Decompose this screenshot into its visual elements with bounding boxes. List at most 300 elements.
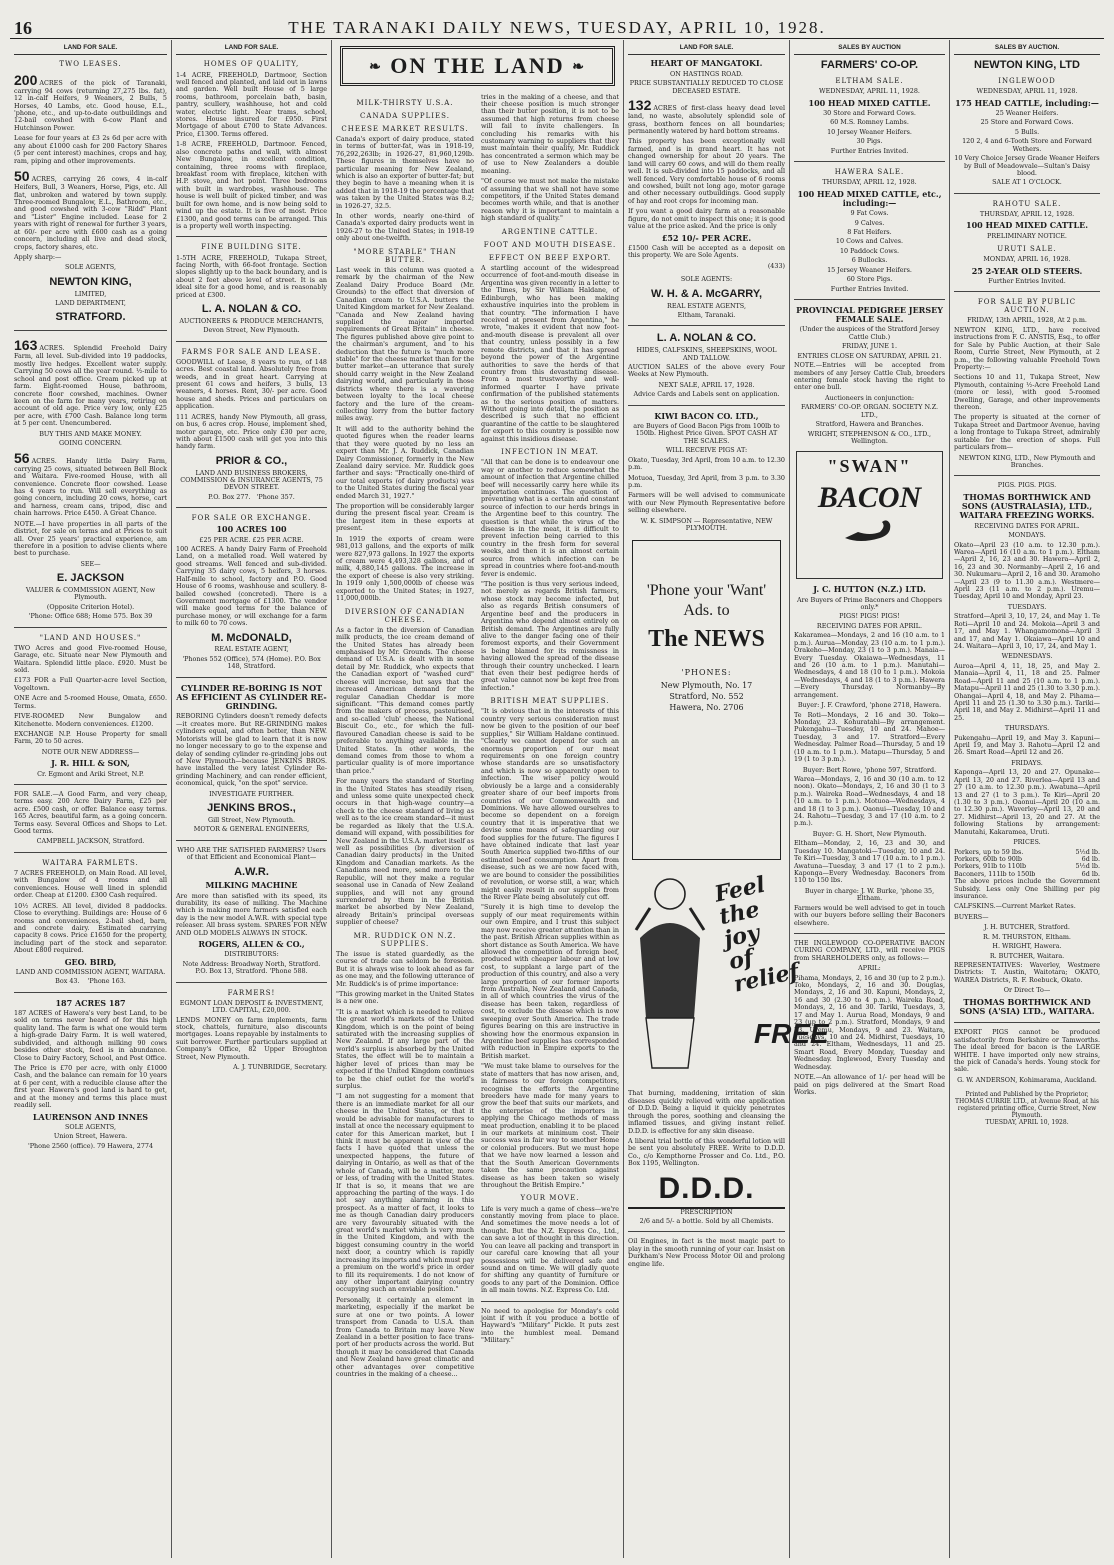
ad-text: PRESCRIPTION <box>680 1207 733 1216</box>
bacon-lettering: BACON <box>817 481 922 515</box>
ad-text: Devon Street, New Plymouth. <box>203 326 300 335</box>
ad-heading: MILKING MACHINE <box>205 880 298 891</box>
ad-50-acres <box>14 168 167 251</box>
ad-heading: TWO LEASES. <box>59 60 122 69</box>
ad-text: NEWTON KING, LTD., have received instructions from F. C. ANSTIS, Esq., to offer for Sale by Public Auction, at their Sale Room, Currie Street, New Plymouth, at 2 p.m., the following valuable Freehold Town Property:— <box>954 325 1100 371</box>
article-column-a <box>336 94 474 1382</box>
advertiser-town: STRATFORD. <box>55 311 126 324</box>
ad-number: 56 <box>14 449 30 466</box>
ad-text: Box 43. <box>55 977 80 986</box>
ad-text: Eltham, Taranaki. <box>677 311 736 320</box>
ad-text: Te Roti—Mondays, 2 16 and 30. Toko—Monday, 23. Kohuratahi—By arrangement. Pukengahu—Tuesday, 10 and 24. Mahoe—Tuesday, 3 and 17. Stratford—Every Wednesday. Palmer Road—Thursday, 5 and 19 (10 a.m. to 1 p.m.). Matapu—Thursday, 5 and 19 (1 to 3 p.m.). <box>794 710 945 764</box>
ad-text: BUYERS— <box>954 912 989 921</box>
divider <box>176 982 327 983</box>
list-item: 5 Bulls. <box>1014 127 1040 136</box>
ad-heading: HAWERA SALE. <box>834 168 905 177</box>
ad-text: DISTRIBUTORS: <box>224 950 279 959</box>
divider <box>14 330 167 331</box>
ad-text: 'Phone: Office 688; Home 575. Box 39 <box>28 612 153 621</box>
ad-text: Sections 10 and 11, Tukapa Street, New Plymouth, containing ½-Acre Freehold Land (more or less), with good 5-roomed Dwelling, Garage, and other improvements thereon. <box>954 373 1100 412</box>
ad-text: This property has been exceptionally well farmed, and is in grand heart. It has not changed ownership for about 20 years. The land will carry 60 cows, and will do them really well. It is sub-divided into 15 paddocks, and all well fenced. Very comfortable house of 6 rooms and cowshed, built not long ago, motor garage and other necessary outbuildings. Good supply of hay and root crops for incoming man. <box>628 137 785 205</box>
ad-text: Cr. Egmont and Ariki Street, N.P. <box>37 769 144 778</box>
masthead <box>10 14 1104 39</box>
advertiser-name: PRIOR & CO., <box>215 454 288 467</box>
divider <box>954 475 1100 476</box>
list-item: 25 Weaner Heifers. <box>995 108 1059 117</box>
ad-text: RECEIVING DATES FOR APRIL. <box>974 521 1080 530</box>
ad-56-acres <box>14 450 167 518</box>
ad-text: 111 ACRES, handy New Plymouth, all grass, on bus, 6 acres crop. House, implement shed, motor garage, etc. Price only £30 per acre, with about £1500 cash will get you into this handy farm. <box>176 412 327 451</box>
ad-heading: FINE BUILDING SITE. <box>201 243 302 252</box>
article-heading: FOOT AND MOUTH DISEASE. <box>483 240 617 249</box>
ad-text: REAL ESTATE AGENTS, <box>667 301 746 310</box>
ad-contact <box>176 494 327 501</box>
price-label: Porkers, up to 59 lbs. <box>954 847 1024 856</box>
day-heading: TUESDAYS. <box>1007 602 1047 611</box>
ad-heading: CYLINDER RE-BORING IS NOT AS EFFICIENT AS CYLINDER RE-GRINDING. <box>176 682 327 712</box>
ad-text: Auctioneers in conjunction: <box>824 393 915 402</box>
ad-heading: 100 HEAD MIXED CATTLE. <box>808 97 931 108</box>
article-paragraph: Last week in this column was quoted a remark by the chairman of the New Zealand Dairy Produce Board (Mr. Grounds) to the effect that diversion of Canadian cream to U.S.A. butters the United Kingdom market for New Zealand. "Canada and New Zealand having supplied the major imported requirements of Great Britain" in cheese. The figures published above give point to the chairman's argument, and to his deduction that the future is "much more stable" for the cheese market than for the butter market—an utterance that surely should carry weight in the New Zealand dairying world, and particularly in those districts where there is a wavering between loyalty to the local cheese factory and the lure of the cream-collecting lorry from the butter factory miles away. <box>336 265 474 423</box>
ad-text: THURSDAY, APRIL 12, 1928. <box>822 178 917 187</box>
list-item: 25 Store and Forward Cows. <box>980 118 1074 127</box>
list-item: 30 Pigs. <box>856 137 883 146</box>
ad-text: £25 PER ACRE. £25 PER ACRE. <box>199 535 304 544</box>
article-paragraph: tries in the making of a cheese, and that their cheese position is much stronger than their butter position, it is not to be assumed that high returns from cheese will fail to invite challengers. In concluding his remarks with his customary warning to suppliers that they must maintain their quality, Mr. Ruddick has concentrated a sermon which may be of use to New Zealanders a double meaning. <box>481 92 619 175</box>
ad-text: 100 ACRES. A handy Dairy Farm of Freehold Land, on a metalled road. Well watered by good streams. Well fenced and sub-divided. Carrying 35 dairy cows, 5 heifers, 3 horses. Half-mile to school, factory and P.O. Good House of 6 rooms, washhouse and scullery. 8-bailed cowshed (concreted). There is a Government mortgage of £1300. The vendor will make good terms for the balance of purchase money, or will exchange for a farm to milk 60 to 70 cows. <box>176 545 327 628</box>
advertiser-name: THOMAS BORTHWICK AND SONS (AUSTRALASIA), LTD., WAITARA FREEZING WORKS. <box>959 491 1095 521</box>
divider <box>794 161 945 162</box>
ad-signature: A. J. TUNBRIDGE, Secretary. <box>233 1063 327 1072</box>
ddd-free: FREE <box>754 1018 829 1050</box>
ad-text: ON HASTINGS ROAD. <box>670 69 743 78</box>
ad-text: REBORING Cylinders doesn't remedy defects—it creates more. But RE-GRINDING makes cylinders equal, and often better, than NEW. Motorists will be glad to learn that it is now no longer necessary to go to the expense and delay of sending cylinder re-grinding jobs out of New Plymouth—because JENKINS BROS. have installed the very latest Cylinder Re-grinding Machinery, and can render efficient, economical, quick, "on the spot" service. <box>176 712 327 788</box>
ad-text: Stratford, Hawera and Branches. <box>815 420 924 429</box>
ad-text: PRICE SUBSTANTIALLY REDUCED TO CLOSE DECEASED ESTATE. <box>629 79 784 95</box>
ad-text: G. W. ANDERSON, Kohimarama, Auckland. <box>957 1075 1097 1084</box>
advertiser-name: M. McDONALD, <box>211 631 292 644</box>
ad-heading: FOR SALE BY PUBLIC AUCTION. <box>977 298 1077 315</box>
advertiser-name: J. R. HILL & SON, <box>51 758 130 769</box>
ad-text: EXCHANGE N.P. House Property for small Farm, 20 to 50 acres. <box>14 729 167 746</box>
ad-text: NEWTON KING, LTD., New Plymouth and Branches. <box>958 453 1096 470</box>
ad-text: Further Entries Invited. <box>830 146 909 155</box>
ad-text: Are Buyers of Prime Baconers and Choppers only.* <box>797 595 942 612</box>
swan-bacon-advert <box>796 451 943 579</box>
section-header: SALES BY AUCTION. <box>954 40 1100 55</box>
advertiser-name: E. JACKSON <box>56 572 125 585</box>
ad-text: Note Address: Broadway North, Stratford. P.O. Box 13, Stratford. 'Phone 588. <box>182 959 321 976</box>
ad-text: INVESTIGATE FURTHER. <box>209 789 294 798</box>
ad-text: Farmers would be well advised to get in touch with our buyers before selling their Baconers elsewhere. <box>794 903 945 927</box>
column-sales-by-auction-2 <box>950 40 1104 1558</box>
ad-200-acres <box>14 72 167 133</box>
article-heading: CANADA SUPPLIES. <box>360 111 450 120</box>
ad-text: The Price is £70 per acre, with only £1000 Cash, and the balance can remain for 10 years at 6 per cent, with a reducible clause after the first year. Hawera's good land is hard to get, and at the money and terms this place must readily sell. <box>14 1063 167 1110</box>
day-heading: WEDNESDAYS. <box>1001 652 1053 661</box>
ad-heading: HEART OF MANGATOKI. <box>650 58 763 69</box>
section-header: LAND FOR SALE. <box>176 40 327 55</box>
phone-ad-text: 'Phone your 'Want' Ads. to <box>646 582 767 619</box>
ad-text: 1-4 ACRE, FREEHOLD, Dartmoor, Section well fenced and planted, and laid out in lawns and garden. Well built House of 5 large rooms, bathroom, porcelain bath, basin, pantry, scullery, washhouse, hot and cold water, electric light. Near trams, school, stores. House insured for £950. First Mortgage of about £700 to State Advances. Price, £1300. Terms offered. <box>176 70 327 138</box>
divider <box>954 193 1100 194</box>
article-paragraph: "This growing market in the United States is a new one. <box>336 989 474 1006</box>
ad-heading: FARMS FOR SALE AND LEASE. <box>181 347 322 356</box>
advertiser-name: J. C. HUTTON (N.Z.) LTD. <box>813 584 926 595</box>
ad-text: WILL RECEIVE PIGS AT: <box>665 446 748 455</box>
list-item: 9 Fat Cows. <box>850 209 889 218</box>
ad-text: Buyer: Bert Rowe, 'phone 597, Stratford. <box>802 765 937 774</box>
ad-heading: PROVINCIAL PEDIGREE JERSEY FEMALE SALE. <box>796 304 943 325</box>
ad-text: NOTE.—I have properties in all parts of the district, for sale on terms and at Prices to suit all. Over 25 years' practical experience, am therefore in a position to advise clients where best to purchase. <box>14 519 167 558</box>
list-item: 10 Paddock Cows. <box>839 246 900 255</box>
ad-text: Warea—Mondays, 2, 16 and 30 (10 a.m. to 12 noon). Okato—Mondays, 2, 16 and 30 (1 to 3 p.m.). Waireka Road—Wednesdays, 4 and 18 (10 a.m. to 1 p.m.). Motuoa—Wednesdays, 4 and 18 (1 to 3 p.m.). Oaonui—Tuesday, 10 and 24. Rahotu—Tuesday, 3 and 17 (10 a.m. to 2 p.m.). <box>794 774 945 828</box>
ad-text: NOTE.—Entries will be accepted from members of any Jersey Cattle Club, breeders entering female stock having the right to enter one bull. <box>794 361 945 392</box>
list-item: 9 Calves. <box>854 218 885 227</box>
stock-list <box>954 110 1100 177</box>
ad-text: Farmers will be well advised to communicate with our New Plymouth Representative before selling elsewhere. <box>628 491 785 515</box>
article-paragraph: In 1919 the exports of cream were 981,013 gallons, and the exports of milk were 827,973 gallons. In 1927 the exports of cream were 4,493,328 gallons, and of milk, 4,880,145 gallons. The increase in the export of cheese is also very striking. In 1919 only 1,500,000lb of cheese was exported to the United States; in 1927, 11,000,000lb. <box>336 534 474 603</box>
ad-text: WRIGHT, STEPHENSON & CO., LTD., Wellington. <box>807 429 932 445</box>
ad-text: Oil Engines, in fact is the most magic part to play in the smooth running of your car. Insist on Durkham's New Process Motor Oil and prolong engine life. <box>628 1237 785 1268</box>
price-label: Baconers, 111lb to 150lb <box>954 869 1036 878</box>
ad-text: BUY THIS AND MAKE MONEY. <box>39 429 142 438</box>
divider <box>14 992 167 993</box>
ad-text: THURSDAY, APRIL 12, 1928. <box>979 209 1075 218</box>
ad-text: WEDNESDAY, APRIL 11, 1928. <box>819 87 920 96</box>
advertiser-name: FARMERS' CO-OP. <box>820 59 919 72</box>
ad-text: PIGS! PIGS! PIGS! <box>839 612 900 621</box>
ad-text: Gill Street, New Plymouth. <box>207 815 296 824</box>
ad-text: GOODWILL of Lease, 8 years to run, of 148 acres. Best coastal land. Absolutely free from weeds, and in great heart. Carrying at present 61 cows and heifers, 3 bulls, 13 weaners, 4 horses. Rent, 30/- per acre. Good house and sheds. Prices and particulars on application. <box>176 357 327 411</box>
divider <box>628 1231 785 1232</box>
ad-reference: (433) <box>767 261 785 270</box>
advertiser-name: JENKINS BROS., <box>207 802 296 815</box>
advertiser-name: THOMAS BORTHWICK AND SONS (A'SIA) LTD., WAITARA. <box>959 996 1095 1016</box>
ad-text: FARMERS' CO-OP. ORGAN. SOCIETY N.Z. LTD., <box>800 403 939 419</box>
ad-163-acres <box>14 337 167 427</box>
ad-text: APRIL: <box>858 964 881 973</box>
ad-text: CALFSKINS.—Current Market Rates. <box>954 902 1076 911</box>
ddd-logo: D.D.D. <box>628 1172 785 1209</box>
ad-text: RECEIVING DATES FOR APRIL. <box>816 621 923 630</box>
article-paragraph: "We must take blame to ourselves for the state of matters that has now arisen, and, in fairness to our foreign competitors, recognise the efforts the Argentine breeders have made for many years to grow the beef that suits our markets, and the enterprise of the importers in applying the Chicago methods of mass meat production, enabling it to be placed in our markets at minimum cost. Their success was in fair way to smother Home or colonial producers. But we must hope that we have now learned a lesson and that the South American Governments taken the same precaution against disease as has been taken so wisely throughout the British Empire." <box>481 1062 619 1190</box>
article-paragraph: "All that can be done is to endeavour one way or another to reduce somewhat the amount of infection that Argentine chilled beef will necessarily carry here while its importation continues. The question of preventing what is a certain and constant source of infection to our herds brings in the Argentine beef to this country. The question is that while the virus of the disease is in the meat, it is difficult to prevent infection being carried to this country in the fresh form for several weeks, and then it is an almost certain source from which infection can be spread in countries where foot-and-mouth fever is endemic. <box>481 458 619 578</box>
ad-text: 'Phones 552 (Office), 574 (Home). P.O. Box 148, Stratford. <box>182 654 321 671</box>
newspaper-title: THE TARANAKI DAILY NEWS, TUESDAY, APRIL 10, 1928. <box>288 18 826 37</box>
advertiser-name: ROGERS, ALLEN & CO., <box>198 939 305 950</box>
ad-heading: HOMES OF QUALITY, <box>203 60 300 69</box>
ad-text: Apply sharp:— <box>14 253 62 262</box>
ad-text: ENTRIES CLOSE ON SATURDAY, APRIL 21. <box>797 351 942 360</box>
divider <box>14 627 167 628</box>
ad-heading: RAHOTU SALE. <box>992 199 1062 208</box>
price-label: Porkers, 91lb to 110lb <box>954 862 1027 871</box>
advertiser-name: W. H. & A. McGARRY, <box>650 287 763 300</box>
stock-list <box>794 110 945 146</box>
ad-text: ACRES, carrying 26 cows, 4 in-calf Heifers, Bull, 3 Weaners, Horse, Pigs, etc. All flat, unbroken and watered by town supply. Three-roomed Bungalow, E.L., Bathroom, etc., and good cowshed with 3-cow "Ridd" Plant and "Lister" Engine included. Lease for 2 years with right of renewal for further 3 years, at 60/- per acre with £600 cash as a going concern, including all live and dead stock, crops, factory shares, etc. <box>14 174 167 251</box>
ad-text: WHO ARE THE SATISFIED FARMERS? Users of that Efficient and Economical Plant— <box>177 845 326 862</box>
article-paragraph: Canada's export of dairy produce, stated in terms of butter-fat, was in 1918-19, 76,292,263lb; in 1926-27, 81,960,129lb. These figures in themselves have no particular meaning for New Zealand, which is also an exporter of butter-fat; but they begin to have a meaning when it is added that in 1918-19 the percentage that was taken by the United States was 8.2; in 1926-27, 32.5. <box>336 134 475 210</box>
printer-imprint <box>954 1092 1100 1127</box>
list-item: 8 Fat Heifers. <box>847 227 892 236</box>
divider <box>794 933 945 934</box>
ad-text: FOR SALE.—A Good Farm, and very cheap, terms easy. 200 Acre Dairy Farm, £25 per acre. £500 cash, or offer. Balance easy terms. 165 Acres, beautiful farm, as a going concern. Terms easy. Several Offices and Shops to Let. Good terms. <box>14 789 167 836</box>
ad-text: NOTE OUR NEW ADDRESS— <box>41 747 140 756</box>
list-item: 10 Cows and Calves. <box>835 237 904 246</box>
article-paragraph: Personally, it certainly an element in marketing, especially if the market be sure at one or two points. A lower transport from Canada to U.S.A. than from Canada to Britain may leave New Zealand in a better position to face trans-port of her products across the world. But though it may be considered that Canada and New Zealand have great climatic and other advantages over competitive countries in the making of a cheese... <box>336 1295 474 1379</box>
ad-text: 1-8 ACRE, FREEHOLD, Dartmoor. Fenced, also concrete paths and wall, with almost New Bungalow, in excellent condition, containing, three rooms with fireplace, breakfast room with fireplace, kitchen with H.P. stove, and hot point. Three bedrooms with built in wardrobes, washhouse. The house is well built of picked timber, and was built for own home, and is now being sold to wind up the estate. It is five of most. Price £1300, and good terms can be arranged. This is a property well worth inspecting. <box>176 140 327 230</box>
ad-number: 200 <box>14 71 38 88</box>
imprint-date: TUESDAY, APRIL 10, 1928. <box>985 1119 1069 1126</box>
ad-text: NEXT SALE, APRIL 17, 1928. <box>658 380 755 389</box>
ad-text: Kaponga—April 13, 20 and 27. Opunake—April 13, 20 and 27. Riverlea—April 13 and 27 (10 a.m. to 12.30 p.m.). Awatuna—April 13 and 27 (1 to 3 p.m.). Te Kiri—April 20 (1.30 to 3 p.m.). Oaonui—April 20 (10 a.m. to 12.30 p.m.). Waverley—April 13, 20 and 27. Midhirst—April 13, 20 and 27. At the following Stations by arrangement: Manutahi, Kakaramea, Uruti. <box>954 768 1100 836</box>
article-heading: CHEESE MARKET RESULTS. <box>341 124 469 133</box>
price-label: Porkers, 60lb to 90lb <box>954 854 1023 863</box>
ad-heading: FOR SALE OR EXCHANGE. <box>191 514 312 523</box>
ad-text: Okato, Tuesday, 3rd April, from 10 a.m. to 12.30 p.m. <box>628 455 785 472</box>
ad-text: Buyer in charge: J. W. Burke, 'phone 35, Eltham. <box>804 886 935 903</box>
ad-text: P.O. Box 277. <box>208 492 251 501</box>
ad-text: 7 ACRES FREEHOLD, on Main Road. All level, with Bungalow of 4 rooms and all conveniences. House well lined in splendid order. Cheap at £1200. £300 Cash required. <box>14 869 167 900</box>
ad-text: REAL ESTATE AGENT, <box>214 645 289 654</box>
ad-heading: WAITARA FARMLETS. <box>42 858 139 867</box>
column-land-for-sale-1 <box>10 40 172 1558</box>
ad-number: 163 <box>14 337 38 354</box>
prices-heading: PRICES. <box>1013 838 1041 847</box>
list-item: 60 Store Pigs. <box>846 275 893 284</box>
article-heading: "MORE STABLE" THAN BUTTER. <box>353 247 457 264</box>
ad-text: ACRES of first-class heavy dead level land, no waste, absolutely splendid sole of grass, boxthorn fences on all boundaries; permanently watered by hard bottom streams. <box>628 103 785 136</box>
ad-text: 'Phone 163. <box>87 977 126 986</box>
article-heading: EFFECT ON BEEF EXPORT. <box>488 253 612 262</box>
phone-ad-label: 'PHONES: <box>681 667 732 677</box>
fleuron-icon: ❧ <box>369 59 383 75</box>
ad-text: LAND DEPARTMENT, <box>55 299 126 308</box>
ad-text: GOING CONCERN. <box>59 439 122 448</box>
phone-ad-title: The NEWS <box>648 625 765 652</box>
feature-title: ON THE LAND <box>390 53 565 78</box>
advertiser-name: NEWTON KING, <box>49 275 132 288</box>
ad-contact <box>14 978 167 985</box>
ad-heading: URUTI SALE. <box>997 244 1057 253</box>
article-heading: BRITISH MEAT SUPPLIES. <box>490 697 610 706</box>
divider <box>794 299 945 300</box>
fleuron-icon: ❧ <box>572 59 586 75</box>
divider <box>176 236 327 237</box>
ddd-advert <box>630 868 829 1084</box>
divider <box>954 291 1100 292</box>
ad-text: (Under the auspices of the Stratford Jersey Cattle Club.) <box>799 325 940 341</box>
list-item: 10 Very Choice Jersey Grade Weaner Heifers by Bull of Meadowvale—Sultan's Daisy blood. <box>954 154 1100 177</box>
list-item: 60 M.S. Romney Lambs. <box>830 118 909 127</box>
bather-figure-icon <box>630 868 710 1078</box>
ad-price: £52 10/- PER ACRE. <box>661 232 752 243</box>
stock-list <box>794 210 945 283</box>
list-item: 10 Jersey Weaner Heifers. <box>827 127 912 136</box>
ad-text: SOLE AGENTS: <box>680 275 733 284</box>
ad-text: TWO Acres and good Five-roomed House, Garage, etc. Situate near New Plymouth and Waitara. Splendid little place. £920. Must be sold. <box>14 643 167 675</box>
ad-text: ACRES of the pick of Taranaki, carrying 94 cows (returning 27,275 lbs. fat), 12 in-calf Heifers, 9 Weaners, 2 Bulls, 5 Horses, 40 Lambs, etc. Good house, E.L., 'phone, etc., and up-to-date outbuildings and 12-bail cowshed with 6-cow Plant and Hutchinson Power. <box>14 78 167 132</box>
ad-text: Buyer: J. F. Crawford, 'phone 2718, Hawera. <box>797 701 942 710</box>
price-value: 6d lb. <box>1081 854 1100 863</box>
section-header: LAND FOR SALE. <box>628 40 785 55</box>
ad-text: ACRES. Splendid Freehold Dairy Farm, all level. Sub-divided into 19 paddocks, mostly live hedges. Excellent water supply. Carrying 50 cows all the year round. ½-mile to school and post office. Cream picked up at farm. Eight-roomed House, bathroom, concrete floor cowshed, machines. Owner keen on the farm for many years, retiring on account of old age. Price very low, only £25 per acre, with £700 Cash. Balance long term at 5 per cent. Unencumbered. <box>14 344 167 428</box>
ad-heading: 100 ACRES 100 <box>216 524 287 535</box>
ad-132-acres <box>628 97 785 136</box>
ad-text: ACRES. Handy little Dairy Farm, carrying 25 cows, situated between Bell Block and Waitara. Five-roomed House, with all convenience. Concrete floor cowshed. Lease has 4 years to run. Will sell everything as going concern, including 20 cows, horse, cart and harness, cream cans, tripod, disc and chain harrows. Price £450. A Great Chance. <box>14 456 167 518</box>
price-value: 5½d lb. <box>1075 847 1100 856</box>
advertiser-name: LAURENSON AND INNES <box>32 1111 149 1122</box>
ad-text: SOLE AGENTS, <box>65 1122 116 1131</box>
ad-text: SEE— <box>80 559 101 568</box>
divider <box>628 405 785 406</box>
list-item: H. WRIGHT, Hawera. <box>992 942 1062 951</box>
swan-icon <box>840 516 900 546</box>
list-item: 15 Jersey Weaner Heifers. <box>827 265 912 274</box>
divider <box>176 341 327 342</box>
ad-text: Advice Cards and Labels sent on application. <box>633 390 780 399</box>
article-paragraph: No need to apologise for Monday's cold joint if with it you produce a bottle of Hayward's "Military" Pickle. It puts zest into the humblest meal. Demand "Military." <box>481 1306 619 1345</box>
ad-text: HIDES, CALFSKINS, SHEEPSKINS, WOOL AND TALLOW. <box>636 346 777 362</box>
ad-heading: 25 2-YEAR OLD STEERS. <box>971 265 1083 276</box>
column-land-for-sale-3 <box>624 40 829 1558</box>
ad-text: Kakaramea—Mondays, 2 and 16 (10 a.m. to 1 p.m.). Aurua—Monday, 23 (10 a.m. to 1 p.m.). Orakeho—Monday, 23 (1 to 3 p.m.). Manaia—Every Tuesday. Okaiawa—Wednesdays, 11 and 26 (10 a.m. to 1 p.m.). Manutahi—Wednesdays, 4 and 18 (10 to 1 p.m.). Mokoia—Wednesdays, 4 and 18 (1 to 3 p.m.). Hawera—Every Thursday. Normanby—By arrangement. <box>794 631 945 699</box>
article-paragraph: It will add to the authority behind the quoted figures when the reader learns that they were quoted by no less an expert than Mr. J. A. Ruddick, Canadian Dairy Commissioner, formerly in the New Zealand dairy service. Mr. Ruddick goes farther and says: "Practically one-third of our total exports (of dairy products) was to the United States during the fiscal year ended March 31, 1927." <box>336 424 474 500</box>
advertiser-name: GEO. BIRD, <box>64 956 117 967</box>
article-paragraph: The issue is stated guardedly, as the course of trade can seldom be foreseen. But it is always wise to look ahead as far as one may, and the following utterance of Mr. Ruddick's is of prime importance: <box>336 949 474 988</box>
ad-heading: 100 HEAD MIXED CATTLE, etc., including:— <box>797 188 942 208</box>
ad-text: 'Phone 2560 (office). 79 Hawera, 2774 <box>27 1141 154 1150</box>
ad-text: Stratford—April 3, 10, 17, 24, and May 1. Te Roti—April 10 and 24. Mokoia—April 3 and 17, and May 1. Whangamomona—April 3 and 17, and May 1. Okaiawa—April 10 and 24. Waitara—April 3, 10, 17, 24, and May 1. <box>954 612 1100 650</box>
list-item: J. H. BUTCHER, Stratford. <box>984 923 1070 932</box>
ad-text: LAND AND COMMISSION AGENT, WAITARA. <box>15 967 166 976</box>
article-columns <box>336 94 619 1382</box>
imprint-text: Printed and Published by the Proprietor, THOMAS CURRIE LTD., at Avenue Road, at his registered printing office, Currie Street, New Plymouth. <box>954 1091 1100 1120</box>
ad-text: AUCTIONEERS & PRODUCE MERCHANTS, <box>179 316 324 325</box>
list-item: R. BUTCHER, Waitara. <box>989 951 1065 960</box>
ad-text: Auroa—April 4, 11, 18, 25, and May 2. Manaia—April 4, 11, 18 and 25. Palmer Road—April 11 and 25 (10 a.m. to 1 p.m.). Matapu—April 11 and 25 (1.30 to 3.30 p.m.). Ohangai—April 4, 18, and May 2. Pihama—April 11 and 25 (1.30 to 3.30 p.m.). Tariki—April 18, and May 2. Midhirst—April 11 and 25. <box>954 661 1100 722</box>
ad-heading: "LAND AND HOUSES." <box>39 633 142 642</box>
ad-text: VALUER & COMMISSION AGENT, New Plymouth. <box>25 585 156 602</box>
divider <box>176 507 327 508</box>
divider <box>14 784 167 785</box>
ad-text: Or Direct To— <box>1003 986 1051 995</box>
phone-number: Stratford, No. 552 <box>669 692 744 702</box>
divider <box>176 840 327 841</box>
article-heading: MILK-THIRSTY U.S.A. <box>356 98 454 107</box>
ad-text: LAND AND BUSINESS BROKERS, COMMISSION & INSURANCE AGENTS, 75 DEVON STREET. <box>180 468 323 492</box>
advertiser-name: L. A. NOLAN & CO. <box>656 332 757 345</box>
article-paragraph: A startling account of the widespread occurrence of foot-and-mouth disease in Argentina was given recently in a letter to the Times, by Sir William Haldane, of Edinburgh, who has been making exhaustive inquiries into the problem in that country. "The information I have received at present from Argentina," he wrote, "makes it evident that now foot-and-mouth disease is prevalent all over that country, unless possibly in a few remote districts, and that it has spread beyond the power of the Argentine authorities to save the herds of that country from this devastating disease. From a most trustworthy and well-informed quarter I have private confirmation of the published statements as to the serious position of matters. Without going into detail, the position as described is such that no efficient quarantine of the cattle to be slaughtered for export to this country is possible now against this insidious disease. <box>481 264 619 443</box>
ad-text: A liberal trial bottle of this wonderful lotion will be sent you absolutely FREE. Write to D.D.D. Co., c/o Kempthorne Prosser and Co. Ltd., P.O. Box 1195, Wellington. <box>628 1137 785 1168</box>
buyer-list <box>954 924 1100 960</box>
ad-text: LIMITED, <box>74 289 107 298</box>
ad-text: Are more than satisfied with its speed, its durability, its ease of milking. The Machine which is making more farmers satisfied each day is the new model A.W.R. with special type releaser. All brass system. SPARES FOR NEW AND OLD MODELS ALWAYS IN STOCK. <box>176 891 327 937</box>
list-item: 120 2, 4 and 6-Tooth Store and Forward Wethers. <box>962 137 1092 153</box>
ad-text: EGMONT LOAN DEPOSIT & INVESTMENT, LTD. CAPITAL, £20,000. <box>179 998 324 1015</box>
ad-text: MONDAY, APRIL 16, 1928. <box>983 255 1071 264</box>
phone-number: Hawera, No. 2706 <box>669 703 744 713</box>
phone-number: New Plymouth, No. 17 <box>660 680 753 690</box>
ad-text: Buyer: G. H. Short, New Plymouth. <box>812 829 927 838</box>
page-number: 16 <box>14 18 32 38</box>
article-paragraph: "It is obvious that in the interests of this country very serious consideration must now be given to the position of our beef supplies," Sir William Haldane continued. "Clearly we cannot depend for such an enormous proportion of our meat requirements on one foreign country whose standards are so unsatisfactory and which is now so apparently open to infection. The wiser policy would obviously be a large and a considerably greater share of our beef imports from countries of our Commonwealth and Dominions. We have allowed ourselves to become so dependent on a foreign country that it is imperative that we devise some means of safeguarding our food supplies for the future. The figures I have obtained indicate that last year South America supplied two-fifths of our estimated beef consumption. Apart from disease, such as we are now faced with, we are bound to consider the possibilities of revolution, or worse still, a war, which might easily result in our supplies from the River Plate being absolutely cut off. <box>481 707 619 901</box>
article-heading: ARGENTINE CATTLE. <box>501 227 599 236</box>
ad-text: MOTOR & GENERAL ENGINEERS, <box>193 825 310 834</box>
ad-text: 2/6 and 5/- a bottle. Sold by all Chemists. <box>639 1216 774 1225</box>
ad-text: PRELIMINARY NOTICE. <box>987 231 1067 240</box>
price-table <box>954 849 1100 879</box>
divider <box>14 852 167 853</box>
ad-heading: 100 HEAD MIXED CATTLE. <box>966 220 1088 231</box>
ad-text: FRIDAY, JUNE 1. <box>841 342 898 351</box>
article-paragraph: Life is very much a game of chess—we're constantly moving from place to place. And sometimes the move needs a lot of thought. But the N.Z. Express Co., Ltd., can save a lot of thought in this direction. You can leave all packing and transport in our careful care knowing that all your possessions will be delivered safe and sound and on time. We will gladly quote for shifting any quantity of furniture or goods to any part of the Dominion. Office in all main towns. N.Z. Express Co. Ltd. <box>481 1204 619 1295</box>
divider <box>628 325 785 326</box>
phone-want-ads-box <box>632 540 781 860</box>
ad-text: (Opposite Criterion Hotel). <box>46 602 135 611</box>
section-header: LAND FOR SALE. <box>14 40 167 55</box>
price-value: 5½d lb. <box>1075 862 1100 871</box>
swan-logo: "SWAN" <box>827 456 912 477</box>
ad-text: are Buyers of Good Bacon Pigs from 100lb to 150lb. Highest Price Given. SPOT CASH AT THE SCALES. <box>633 422 780 445</box>
advertiser-name: L. A. NOLAN & CO. <box>201 303 302 316</box>
ad-text: £173 FOR a Full Quarter-acre level Section, Vogeltown. <box>14 676 167 692</box>
ad-text: 187 ACRES of Hawera's very best Land, to be sold on terms never heard of for this high quality land. The farm is what one would term a high-grade Dairy Farm. It is well watered, subdivided, and although milking 90 cows besides other stock, feed is in abundance. Close to Dairy Factory, School, and Post Office. <box>14 1009 167 1062</box>
ad-text: 10½ ACRES. All level, divided 8 paddocks. Close to everything. Buildings are: House of 6 rooms and conveniences, 2-bail shed, barn, and concrete dairy. Estimated carrying capacity 8 cows. Price £1650 for the property, including part of the stock and separator. About £800 required. <box>14 901 167 955</box>
ad-number: 50 <box>14 167 30 184</box>
article-paragraph: As a factor in the diversion of Canadian milk products, the ice cream demand of the United States has already been emphasised by Mr. Grounds. The cheese demand of U.S.A. is dealt with in some detail by Mr. Ruddick, who expects that the Canadian export of "washed curd" cheese will increase, but says that the increased American demand for the regular Canadian Cheddar is more significant. "This demand comes partly from the makers of process, pasteurised, and so-called 'club' cheese, the National Biscuit Co., etc., for which the full-flavoured Canadian cheese is said to be preferable to anything available in the United States. In other words, the demand comes from those to whom a particular quality is of more importance than price." <box>336 625 474 775</box>
ad-text: Pukengahu—April 19, and May 3. Kapuni—April 19, and May 3. Rahotu—April 12 and 26. Smart Road—April 12 and 26. <box>954 733 1100 757</box>
section-header: SALES BY AUCTION <box>794 40 945 55</box>
ad-text: Further Entries Invited. <box>988 276 1066 285</box>
ad-text: £1500 Cash will be accepted as a deposit on this property. We are Sole Agents. <box>628 243 785 260</box>
ad-text: PIGS. PIGS. PIGS. <box>997 481 1057 490</box>
article-paragraph: The proportion will be considerably larger during the present fiscal year. Cream is the largest item in these exports at present. <box>336 502 474 533</box>
article-heading: MR. RUDDICK ON N.Z. SUPPLIES. <box>353 931 457 948</box>
ad-heading: INGLEWOOD <box>998 77 1056 86</box>
day-heading: FRIDAYS. <box>1011 758 1043 767</box>
article-heading: DIVERSION OF CANADIAN CHEESE. <box>344 607 466 624</box>
column-on-the-land <box>332 40 624 1558</box>
ad-text: W. K. SIMPSON — Representative, NEW PLYMOUTH. <box>640 516 773 533</box>
advertiser-name: A.W.R. <box>234 865 269 878</box>
ad-text: Eltham—Monday, 2, 16, 23 and 30, and Tuesday 10. Mangatoki—Tuesday, 10 and 24. Te Kiri—Tuesday, 3 and 17 (10 a.m. to 1 p.m.). Awatuna—Tuesday, 3 and 17 (1 to 2 p.m.). Kaponga—Every Wednesday. Baconers from 110 to 150 lbs. <box>794 839 945 885</box>
article-paragraph: "The position is thus very serious indeed, not merely as regards British farmers, whose stock may become infected, but also as regards British consumers of Argentine beef and the producers in Argentina who depend almost entirely on British demand. The Argentines are fully alive to the danger facing one of their foremost exports, and their Government is being blamed for its remissness in having allowed the spread of the disease through their country unchecked. I learn that even their best pedigree herds of great value cannot now be kept free from infection." <box>481 580 619 692</box>
ad-text: The property is situated at the corner of Tukapa Street and Dartmoor Avenue, having a long frontage to Tukapa Street, admirably suitable for the erection of shops. Full particulars from— <box>954 413 1100 452</box>
article-heading: YOUR MOVE. <box>520 1194 580 1203</box>
ad-heading: 187 ACRES 187 <box>55 997 126 1008</box>
on-the-land-banner <box>340 46 615 86</box>
ad-number: 132 <box>628 96 652 113</box>
article-paragraph: "Surely it is high time to develop the supply of our meat requirements within our own Empire, and I trust this subject may now receive greater attention than in the past. British African supplies within as short distance as South America. We have allowed the competition of foreign beef, produced with cheaper labour and at low cost, to supplant a large part of the production of this country, and also a very large proportion of our former imports from Australia, New Zealand and Canada, in all of which countries the virus of the disease has been taken, regardless of cost, to exclude the disease which is now sweeping over South America. The trade figures bearing on this are instructive in showing how the enormous expansion in Argentine beef supplies has corresponded with reduction in Empire exports to the British market. <box>481 903 619 1060</box>
ad-text: REPRESENTATIVES: Waverley, Westmere Districts: T. Austin, Waitotara; OKATO, WAREA Districts, R. F. Roebuck, Okato. <box>954 961 1100 984</box>
ad-heading: ELTHAM SALE. <box>835 77 904 86</box>
ad-text: CAMPBELL JACKSON, Stratford. <box>36 837 145 846</box>
ad-text: EXPORT PIGS cannot be produced satisfactorily from Berkshire or Tamworths. The ideal breed for bacon is the LARGE WHITE. I have imported only new strains, the pick of Canada's herds. Young stock for sale. <box>954 1028 1100 1074</box>
day-heading: MONDAYS. <box>1008 531 1046 540</box>
ad-text: 1-5TH ACRE, FREEHOLD, Tukapa Street, facing North, with 66-foot frontage. Section slopes slightly up to the back boundary, and is about 2 feet above level of street. It is an ideal site for a good home, and is reasonably priced at £300. <box>176 253 327 299</box>
divider <box>176 677 327 678</box>
list-item: 30 Store and Forward Cows. <box>823 108 916 117</box>
ad-text: FIVE-ROOMED New Bungalow and Kitchenette. Modern conveniences. £1200. <box>14 712 167 728</box>
column-sales-by-auction-1 <box>790 40 950 1558</box>
ddd-slogan: Feel the joy of relief <box>712 872 802 999</box>
divider <box>954 1022 1100 1023</box>
ad-heading: 175 HEAD CATTLE, including:— <box>955 97 1099 108</box>
article-paragraph: "I am not suggesting for a moment that there is an immediate market for all our cheese in the United States, or that it would be advisable for manufacturers to install at once the necessary equipment to cater for this American market, but I think it must be apparent in view of the facts I have quoted that unless the unexpected happens, the future of dairying in Ontario, as well as that of the whole of Canada, will be a matter, more or less, of trading with the United States. If that is so, it means that we are approaching the parting of the ways. I do not say anything alarming in this prospect. As a matter of fact, it looks to me as though Canadian dairy producers are very favourably situated with the great world's market which is very much in the United Kingdom, and with the biggest consuming country in the world next door, a country which is rapidly increasing its imports and which must pay a premium on the world's price in order to fill its requirements. I do not know of any other important dairying country occupying such an enviable position." <box>336 1092 474 1294</box>
article-paragraph: In other words, nearly one-third of Canada's exported dairy products went in 1926-27 to the United States; in 1918-19 only about one-twelfth. <box>336 212 474 243</box>
